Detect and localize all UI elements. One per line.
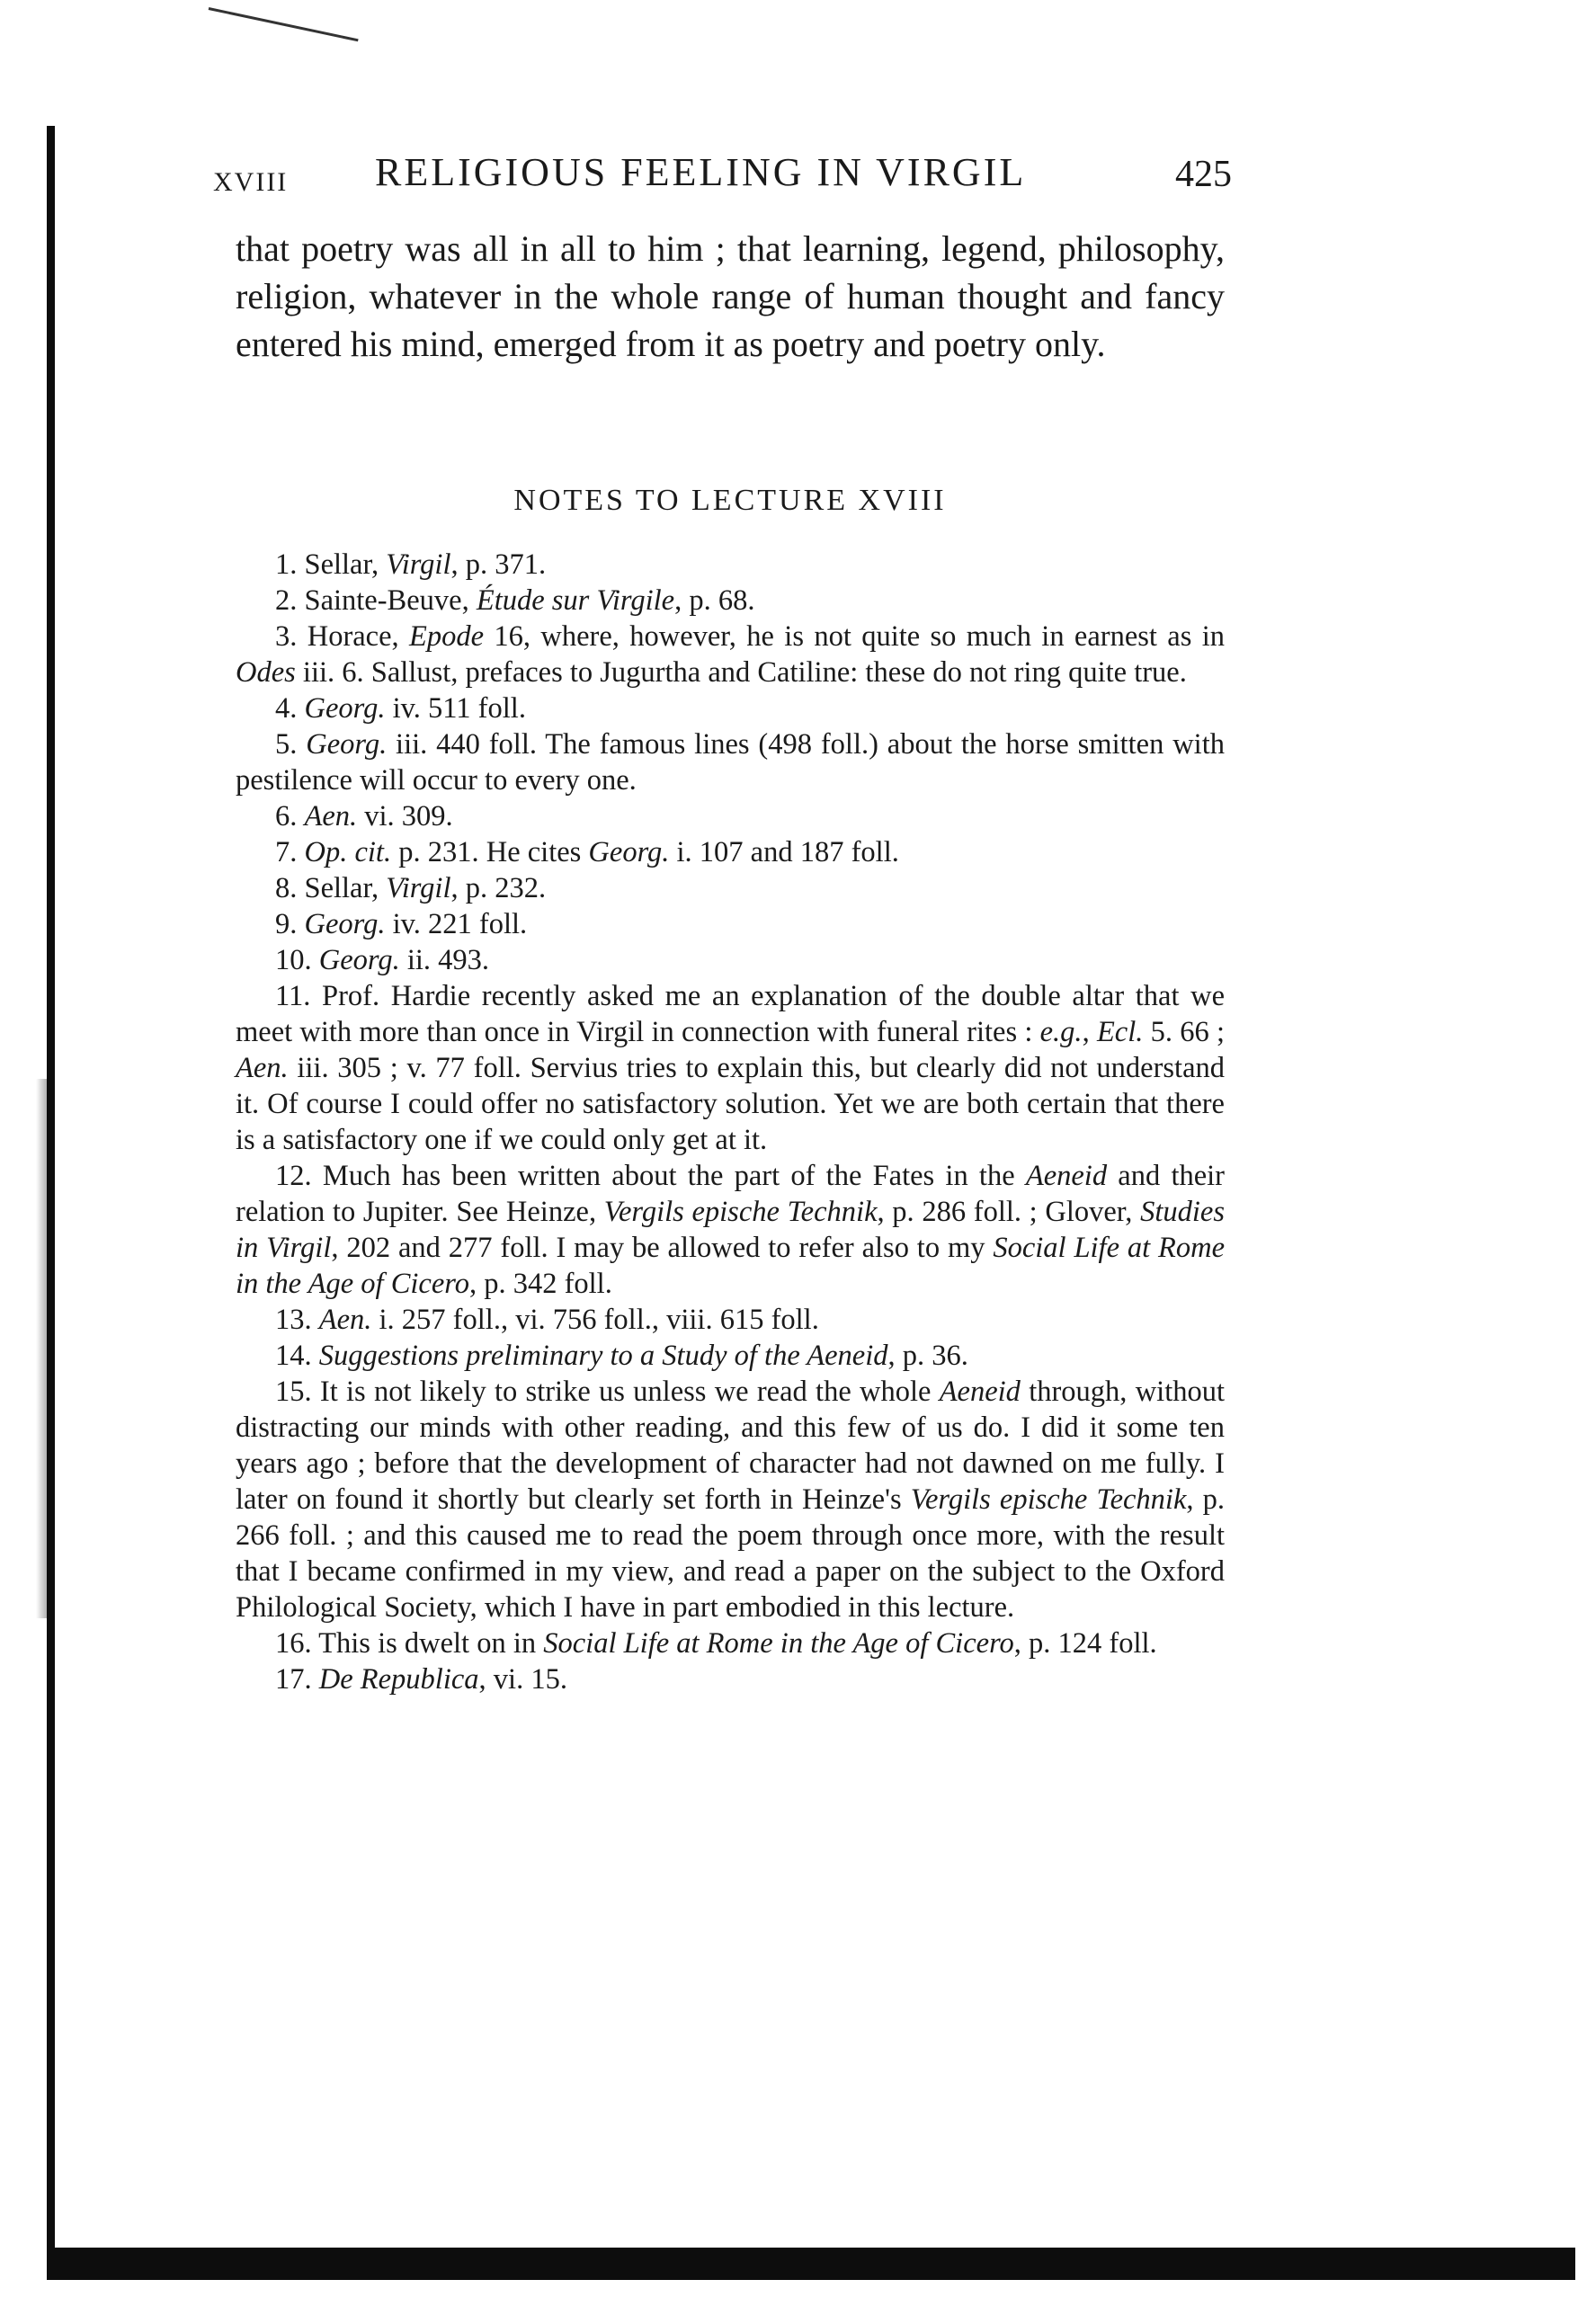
note-italic-text: Social Life at Rome in the Age of Cicero <box>543 1627 1014 1660</box>
note-text: 16, where, however, he is not quite so much in earnest as in <box>484 620 1225 653</box>
note-2 <box>236 583 1225 619</box>
note-text: , vi. 15. <box>478 1663 567 1696</box>
note-italic-text: Georg. <box>318 944 400 976</box>
note-text: 5. 66 ; <box>1143 1016 1226 1048</box>
note-italic-text: Ecl. <box>1096 1016 1144 1048</box>
note-1 <box>236 547 1225 583</box>
note-italic-text: Social Life at Rome in the Age of Cicero <box>236 1232 1226 1300</box>
note-text: 10. <box>275 944 319 976</box>
note-text: 4. <box>275 692 305 725</box>
notes-title: NOTES TO LECTURE XVIII <box>513 484 947 517</box>
note-text: 16. This is dwelt on in <box>275 1627 544 1660</box>
note-14 <box>236 1338 1225 1374</box>
note-text: 1. Sellar, <box>275 548 387 581</box>
note-text: 9. <box>275 908 305 940</box>
binding-edge <box>47 126 55 2270</box>
note-italic-text: Vergils epische Technik <box>910 1483 1187 1516</box>
note-9 <box>236 906 1225 942</box>
note-15 <box>236 1374 1225 1625</box>
note-italic-text: e.g. <box>1039 1016 1083 1048</box>
note-italic-text: Epode <box>409 620 485 653</box>
note-text: iii. 440 foll. The famous lines (498 foll.) about the horse smitten with pestilence will occur to every one. <box>236 728 1225 797</box>
note-text: 6. <box>275 800 305 833</box>
note-italic-text: Georg. <box>304 908 386 940</box>
note-text: , p. 266 foll. ; and this caused me to read the poem through once more, with the result that I became confirmed in my view, and read a paper on the subject to the Oxford Philological Society, which I have in part embodied in this lecture. <box>236 1483 1226 1624</box>
note-text: , p. 342 foll. <box>468 1268 612 1300</box>
scan-bottom-edge <box>47 2248 1575 2280</box>
note-italic-text: Virgil <box>386 872 451 904</box>
note-text: and their relation to Jupiter. See Heinze, <box>236 1160 1225 1228</box>
note-12 <box>236 1158 1225 1302</box>
running-header <box>213 149 1232 203</box>
note-italic-text: Vergils epische Technik <box>603 1196 878 1228</box>
note-text: vi. 309. <box>357 800 453 833</box>
note-text: iv. 511 foll. <box>385 692 526 725</box>
note-8 <box>236 870 1225 906</box>
note-text: 5. <box>275 728 307 761</box>
note-italic-text: Op. cit. <box>304 836 392 868</box>
note-text: 13. <box>275 1304 319 1336</box>
running-title: RELIGIOUS FEELING IN VIRGIL <box>375 150 1027 194</box>
note-text: iii. 305 ; v. 77 foll. Servius tries to explain this, but clearly did not understand it. Of course I could offer no satisfactory solution. Yet we are both certain that there is a satisfactory one if we could only get at it. <box>236 1052 1225 1156</box>
page-number: 425 <box>1175 154 1232 195</box>
body-paragraph: that poetry was all in all to him ; that learning, legend, philosophy, religion, whatever in the whole range of human thought and fancy entered his mind, emerged from it as poetry and poetry only. <box>236 228 1225 364</box>
note-italic-text: Virgil <box>386 548 451 581</box>
note-italic-text: Aen. <box>236 1052 289 1084</box>
note-4 <box>236 690 1225 726</box>
note-7 <box>236 834 1225 870</box>
note-italic-text: Aeneid <box>939 1376 1021 1408</box>
note-text: 17. <box>275 1663 319 1696</box>
note-text: 8. Sellar, <box>275 872 387 904</box>
note-italic-text: Étude sur Virgile <box>476 584 675 617</box>
note-text: 7. <box>275 836 305 868</box>
note-text: ii. 493. <box>399 944 490 976</box>
note-text: through, without distracting our minds with other reading, and this few of us do. I did it some ten years ago ; before that the development of character had not dawned on me fully. I later on found it shortly but clearly set forth in Heinze's <box>236 1376 1225 1516</box>
note-text: 15. It is not likely to strike us unless we read the whole <box>275 1376 940 1408</box>
note-text: , p. 36. <box>887 1340 968 1372</box>
note-italic-text: Aen. <box>318 1304 372 1336</box>
note-text: , <box>1082 1016 1097 1048</box>
note-italic-text: Aeneid <box>1025 1160 1108 1192</box>
note-text: , p. 68. <box>674 584 755 617</box>
note-17 <box>236 1661 1225 1697</box>
note-text: , p. 124 foll. <box>1013 1627 1157 1660</box>
note-text: 12. Much has been written about the part of the Fates in the <box>275 1160 1026 1192</box>
note-italic-text: Georg. <box>588 836 670 868</box>
note-text: p. 231. He cites <box>391 836 589 868</box>
note-text: , p. 286 foll. ; Glover, <box>877 1196 1141 1228</box>
note-13 <box>236 1302 1225 1338</box>
note-text: 11. Prof. Hardie recently asked me an explanation of the double altar that we meet with more than once in Virgil in connection with funeral rites : <box>236 980 1225 1048</box>
lecture-numeral: XVIII <box>213 167 289 197</box>
note-italic-text: De Republica <box>318 1663 479 1696</box>
note-italic-text: Studies in Virgil <box>236 1196 1225 1264</box>
note-italic-text: Suggestions preliminary to a Study of the Aeneid <box>318 1340 888 1372</box>
note-text: 3. Horace, <box>275 620 410 653</box>
note-3 <box>236 619 1225 690</box>
scan-mark <box>209 7 359 41</box>
note-text: iv. 221 foll. <box>385 908 528 940</box>
note-text: i. 257 foll., vi. 756 foll., viii. 615 foll. <box>371 1304 819 1336</box>
note-text: iii. 6. Sallust, prefaces to Jugurtha and Catiline: these do not ring quite true. <box>295 656 1187 689</box>
note-5 <box>236 726 1225 798</box>
note-6 <box>236 798 1225 834</box>
note-text: , 202 and 277 foll. I may be allowed to refer also to my <box>331 1232 994 1264</box>
note-text: , p. 371. <box>450 548 547 581</box>
notes-list <box>236 547 1225 1697</box>
note-11 <box>236 978 1225 1158</box>
note-italic-text: Odes <box>236 656 296 689</box>
note-text: , p. 232. <box>450 872 547 904</box>
note-italic-text: Aen. <box>304 800 358 833</box>
note-10 <box>236 942 1225 978</box>
note-text: 14. <box>275 1340 319 1372</box>
note-text: i. 107 and 187 foll. <box>669 836 899 868</box>
note-16 <box>236 1625 1225 1661</box>
note-text: 2. Sainte-Beuve, <box>275 584 477 617</box>
note-italic-text: Georg. <box>306 728 388 761</box>
note-italic-text: Georg. <box>304 692 386 725</box>
